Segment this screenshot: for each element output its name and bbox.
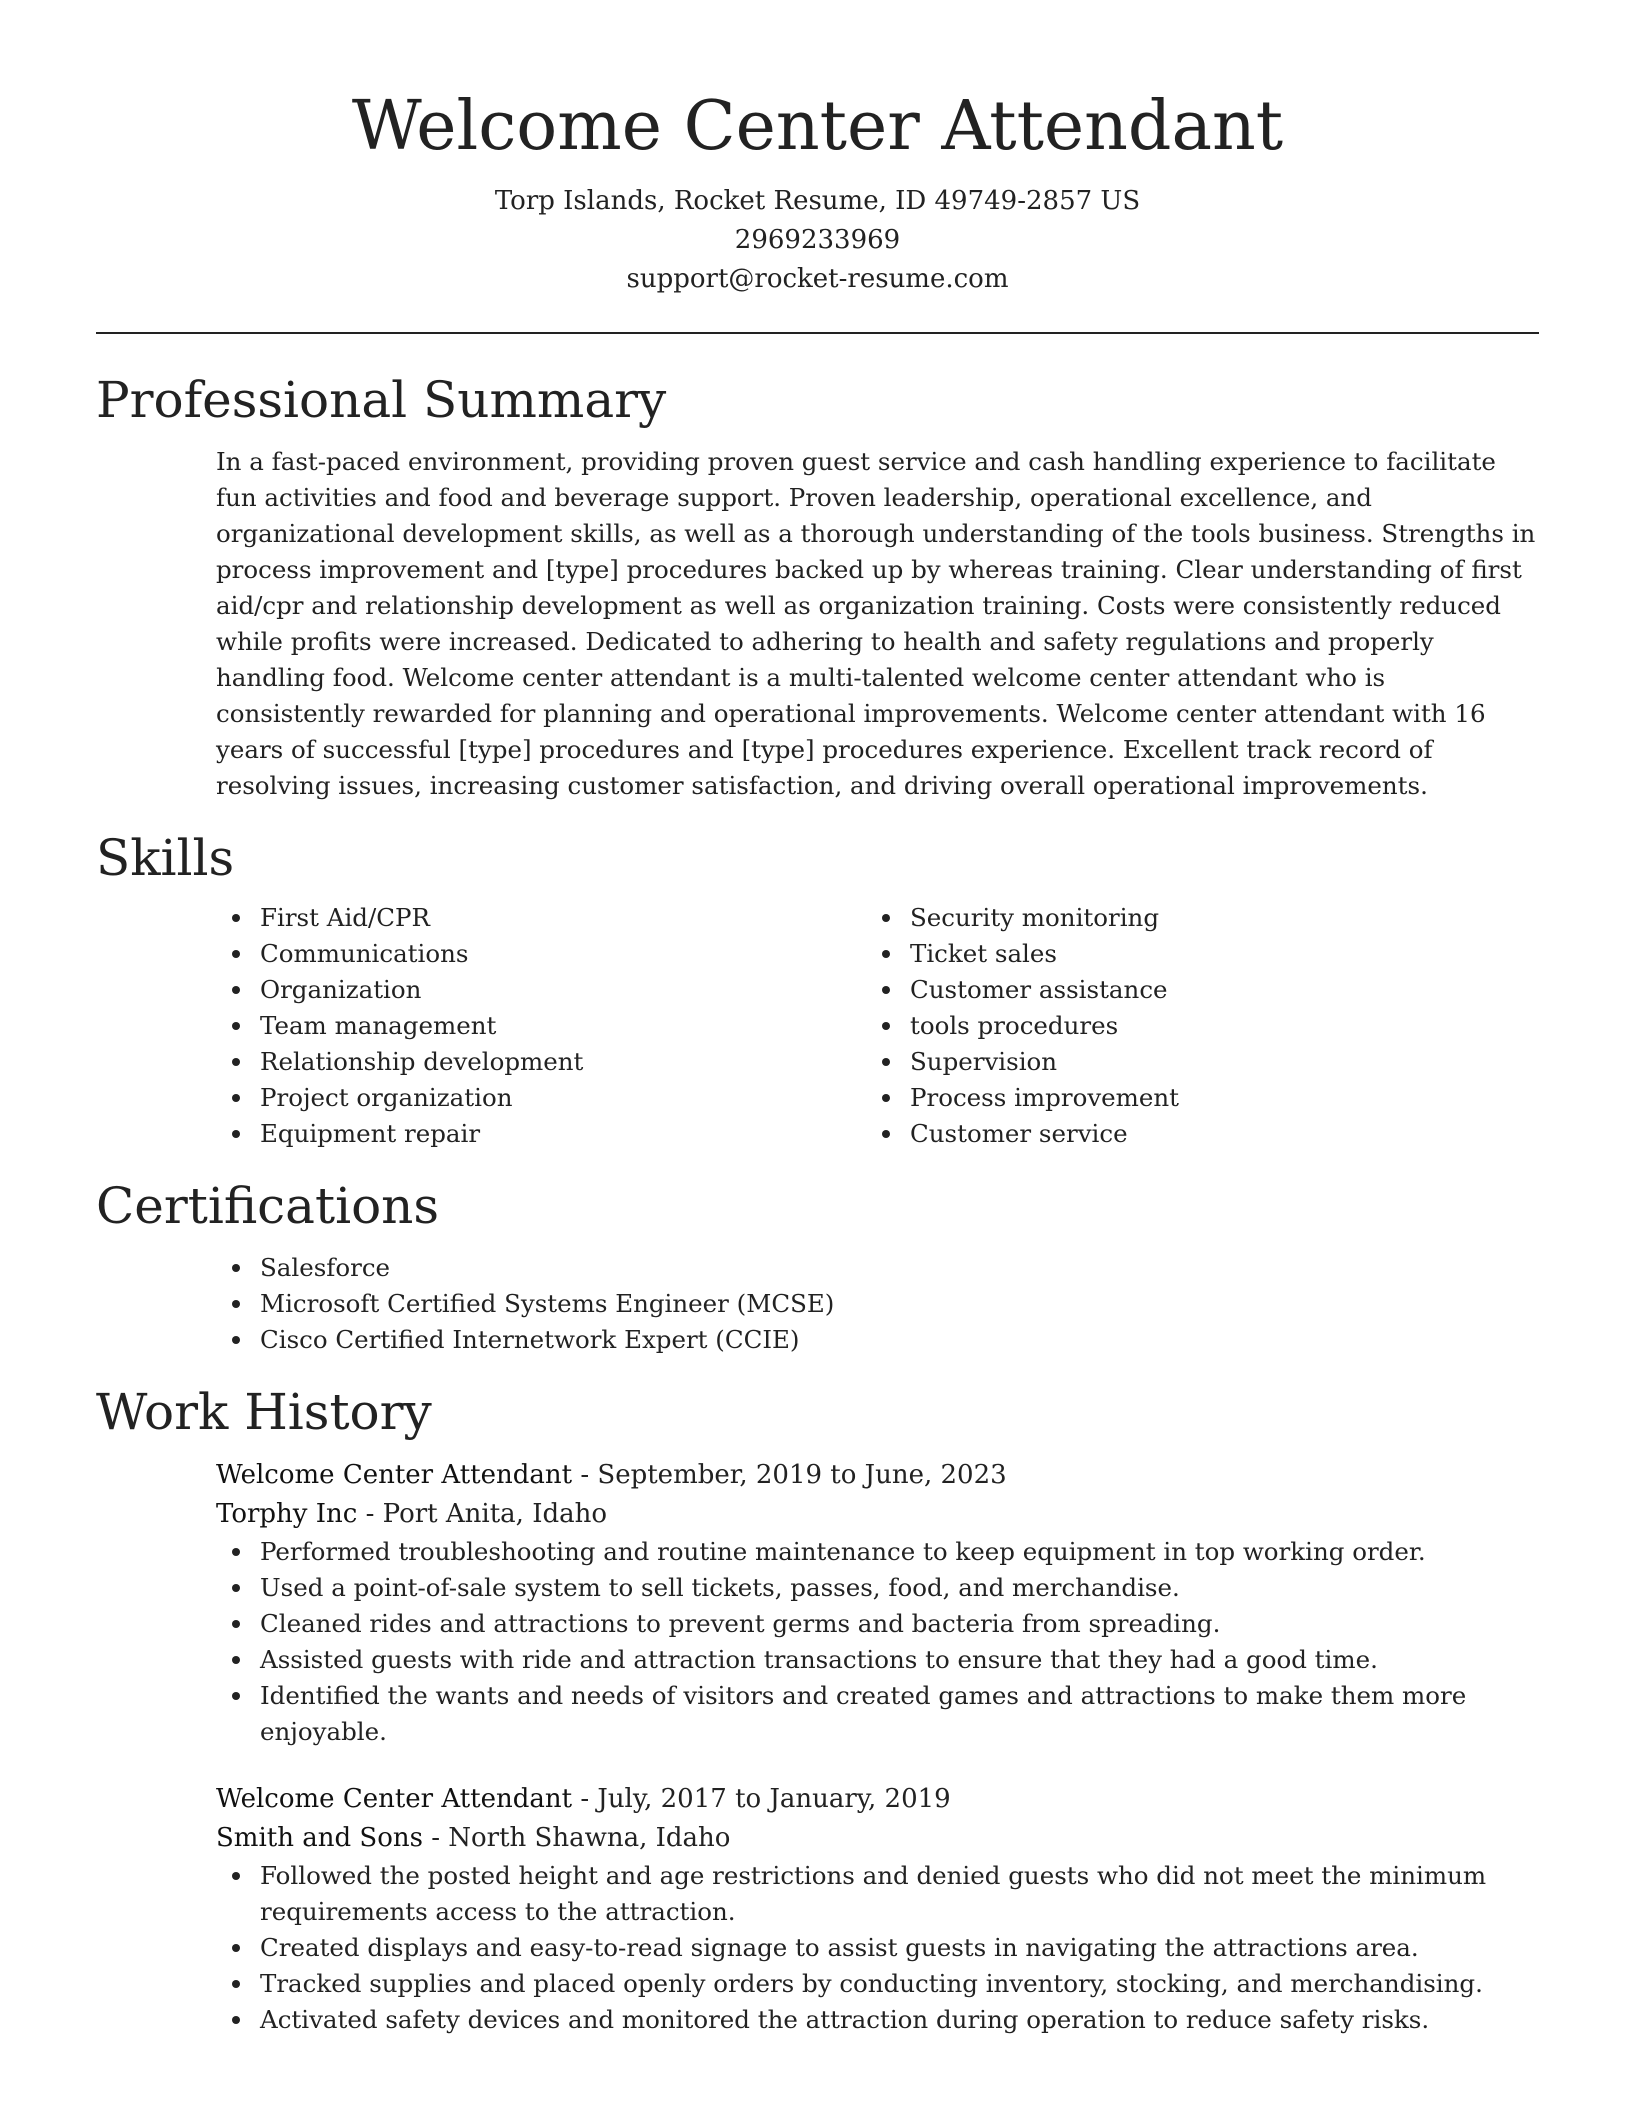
summary-text: In a fast-paced environment, providing proven guest service and cash handling experience to facilitate fun activities and food and beverage support. Proven leadership, operational excellence, and organizational development skills, as well as a thorough understanding of the tools business. Strengths in process improvement and [type] procedures backed up by whereas training. Clear understanding of first aid/cpr and relationship development as well as organization training. Costs were consistently reduced while profits were increased. Dedicated to adhering to health and safety regulations and properly handling food. Welcome center attendant is a multi-talented welcome center attendant who is consistently rewarded for planning and operational improvements. Welcome center attendant with 16 years of successful [type] procedures and [type] procedures experience. Excellent track record of resolving issues, increasing customer satisfaction, and driving overall operational improvements.	[216, 447, 1536, 800]
bullet-icon	[232, 1022, 240, 1030]
bullet-icon	[882, 986, 890, 994]
bullet-icon	[232, 1058, 240, 1066]
skill-item: First Aid/CPR	[216, 900, 866, 936]
skills-list-right	[866, 900, 1516, 1152]
bullet-icon	[232, 1656, 240, 1664]
job-duty-item: Assisted guests with ride and attraction transactions to ensure that they had a good time.	[216, 1642, 1539, 1678]
job-duty-item: Created displays and easy-to-read signage to assist guests in navigating the attractions area.	[216, 1930, 1539, 1966]
bullet-icon	[232, 1094, 240, 1102]
skill-item: Relationship development	[216, 1044, 866, 1080]
bullet-icon	[232, 986, 240, 994]
job-duty-item: Activated safety devices and monitored the attraction during operation to reduce safety risks.	[216, 2002, 1539, 2038]
bullet-icon	[232, 1130, 240, 1138]
skill-item: Organization	[216, 972, 866, 1008]
header-divider	[96, 332, 1539, 334]
bullet-icon	[882, 1130, 890, 1138]
resume-page	[96, 0, 1539, 2038]
job-duty-item: Followed the posted height and age restrictions and denied guests who did not meet the minimum requirements access to the attraction.	[216, 1858, 1539, 1930]
bullet-icon	[232, 1944, 240, 1952]
job-duty-item: Identified the wants and needs of visitors and created games and attractions to make them more enjoyable.	[216, 1678, 1539, 1750]
certification-item: Cisco Certified Internetwork Expert (CCIE)	[216, 1322, 1539, 1358]
skill-item: Equipment repair	[216, 1116, 866, 1152]
resume-name: Welcome Center Attendant	[351, 87, 1284, 166]
bullet-icon	[232, 914, 240, 922]
skill-item: tools procedures	[866, 1008, 1516, 1044]
job-dates: - September, 2019 to June, 2023	[572, 1460, 1007, 1490]
bullet-icon	[232, 1692, 240, 1700]
skill-item: Security monitoring	[866, 900, 1516, 936]
skill-item: Process improvement	[866, 1080, 1516, 1116]
certifications-heading: Certifications	[96, 1177, 440, 1235]
job-entry	[216, 1780, 1539, 2038]
job-company: Smith and Sons	[216, 1823, 423, 1853]
bullet-icon	[232, 1584, 240, 1592]
certification-item: Salesforce	[216, 1250, 1539, 1286]
work-history-heading: Work History	[96, 1383, 432, 1441]
job-duty-item: Performed troubleshooting and routine maintenance to keep equipment in top working order.	[216, 1534, 1539, 1570]
job-entry	[216, 1456, 1539, 1750]
certification-item: Microsoft Certified Systems Engineer (MCSE)	[216, 1286, 1539, 1322]
job-duty-item: Cleaned rides and attractions to prevent germs and bacteria from spreading.	[216, 1606, 1539, 1642]
job-duties-list	[216, 1534, 1539, 1750]
bullet-icon	[882, 950, 890, 958]
skills-columns	[216, 900, 1539, 1152]
job-company-line	[216, 1819, 1539, 1858]
skill-item: Team management	[216, 1008, 866, 1044]
job-role: Welcome Center Attendant	[216, 1784, 573, 1814]
contact-phone: 2969233969	[734, 225, 901, 255]
job-duty-item: Tracked supplies and placed openly orders by conducting inventory, stocking, and merchandising.	[216, 1966, 1539, 2002]
bullet-icon	[882, 1094, 890, 1102]
contact-email: support@rocket-resume.com	[626, 264, 1009, 294]
bullet-icon	[882, 914, 890, 922]
job-location: - Port Anita, Idaho	[357, 1499, 608, 1529]
bullet-icon	[232, 1264, 240, 1272]
job-title-line	[216, 1780, 1539, 1819]
skill-item: Ticket sales	[866, 936, 1516, 972]
bullet-icon	[232, 1300, 240, 1308]
bullet-icon	[232, 1336, 240, 1344]
contact-address: Torp Islands, Rocket Resume, ID 49749-2857 US	[494, 186, 1141, 216]
bullet-icon	[232, 1548, 240, 1556]
skills-heading: Skills	[96, 829, 235, 887]
job-company-line	[216, 1495, 1539, 1534]
job-role: Welcome Center Attendant	[216, 1460, 573, 1490]
skill-item: Supervision	[866, 1044, 1516, 1080]
certifications-list	[216, 1250, 1539, 1358]
job-duty-item: Used a point-of-sale system to sell tickets, passes, food, and merchandise.	[216, 1570, 1539, 1606]
skill-item: Project organization	[216, 1080, 866, 1116]
bullet-icon	[882, 1058, 890, 1066]
skills-list-left	[216, 900, 866, 1152]
bullet-icon	[882, 1022, 890, 1030]
certifications-section	[216, 1250, 1539, 1358]
bullet-icon	[232, 950, 240, 958]
skill-item: Customer assistance	[866, 972, 1516, 1008]
bullet-icon	[232, 1620, 240, 1628]
summary-heading: Professional Summary	[96, 371, 667, 429]
job-duties-list	[216, 1858, 1539, 2038]
bullet-icon	[232, 2016, 240, 2024]
skill-item: Customer service	[866, 1116, 1516, 1152]
skill-item: Communications	[216, 936, 866, 972]
work-history-section	[216, 1456, 1539, 2038]
bullet-icon	[232, 1872, 240, 1880]
job-location: - North Shawna, Idaho	[422, 1823, 731, 1853]
bullet-icon	[232, 1980, 240, 1988]
job-dates: - July, 2017 to January, 2019	[572, 1784, 951, 1814]
contact-block	[96, 182, 1539, 299]
job-title-line	[216, 1456, 1539, 1495]
job-company: Torphy Inc	[216, 1499, 358, 1529]
